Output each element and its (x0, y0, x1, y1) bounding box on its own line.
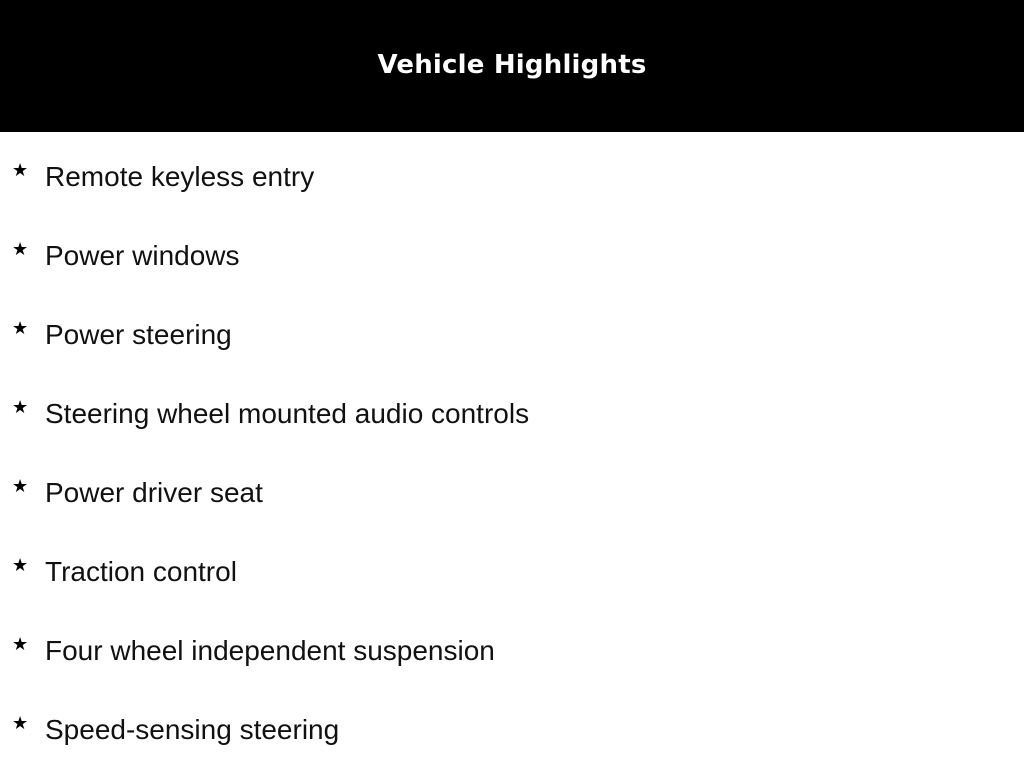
highlight-label: Four wheel independent suspension (45, 635, 495, 666)
star-icon: ★ (12, 555, 29, 576)
page-title: Vehicle Highlights (377, 50, 647, 80)
highlight-label: Power steering (45, 319, 232, 350)
highlight-label: Remote keyless entry (45, 161, 315, 192)
highlight-label: Traction control (45, 556, 237, 587)
highlight-label: Speed-sensing steering (45, 714, 340, 745)
list-item (0, 312, 1024, 352)
star-icon: ★ (12, 318, 29, 339)
star-icon: ★ (12, 397, 29, 418)
star-icon: ★ (12, 239, 29, 260)
star-icon: ★ (12, 713, 29, 734)
list-item (0, 233, 1024, 273)
highlight-label: Power driver seat (45, 477, 263, 508)
highlight-label: Power windows (45, 240, 240, 271)
highlight-label: Steering wheel mounted audio controls (45, 398, 530, 429)
star-icon: ★ (12, 160, 29, 181)
list-item (0, 707, 1024, 747)
list-item (0, 628, 1024, 668)
list-item (0, 391, 1024, 431)
star-icon: ★ (12, 634, 29, 655)
header-banner (0, 0, 1024, 132)
list-item (0, 549, 1024, 589)
list-item (0, 470, 1024, 510)
list-item (0, 154, 1024, 194)
star-icon: ★ (12, 476, 29, 497)
